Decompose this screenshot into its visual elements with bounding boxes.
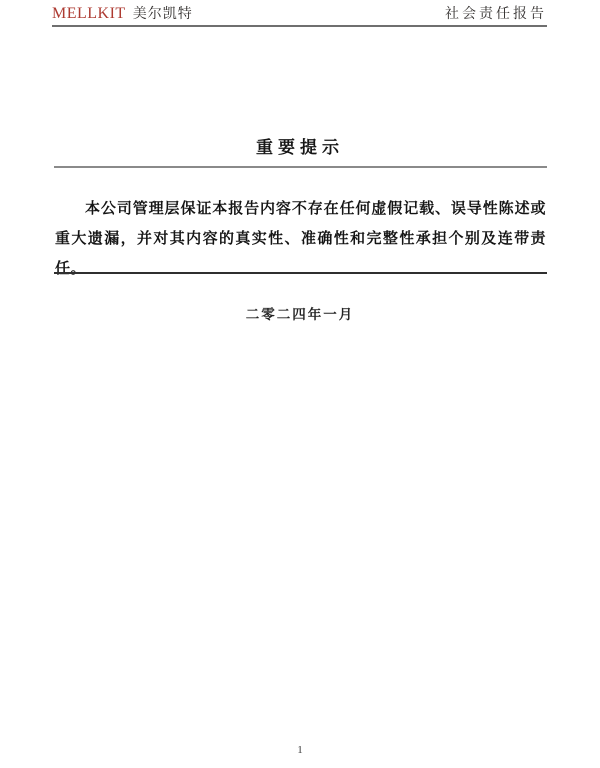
notice-title: 重要提示 (256, 138, 344, 157)
brand (52, 3, 193, 23)
title-divider (54, 166, 547, 168)
body-divider (54, 272, 547, 274)
notice-body-paragraph: 本公司管理层保证本报告内容不存在任何虚假记载、误导性陈述或重大遗漏，并对其内容的真实性、准确性和完整性承担个别及连带责任。 (55, 201, 546, 277)
brand-name-cjk: 美尔凯特 (132, 7, 193, 22)
page-number: 1 (297, 744, 303, 756)
document-title: 社会责任报告 (445, 7, 547, 22)
notice-date: 二零二四年一月 (245, 307, 355, 322)
page-header (52, 4, 547, 27)
brand-logo-text: MELLKIT (52, 5, 126, 22)
